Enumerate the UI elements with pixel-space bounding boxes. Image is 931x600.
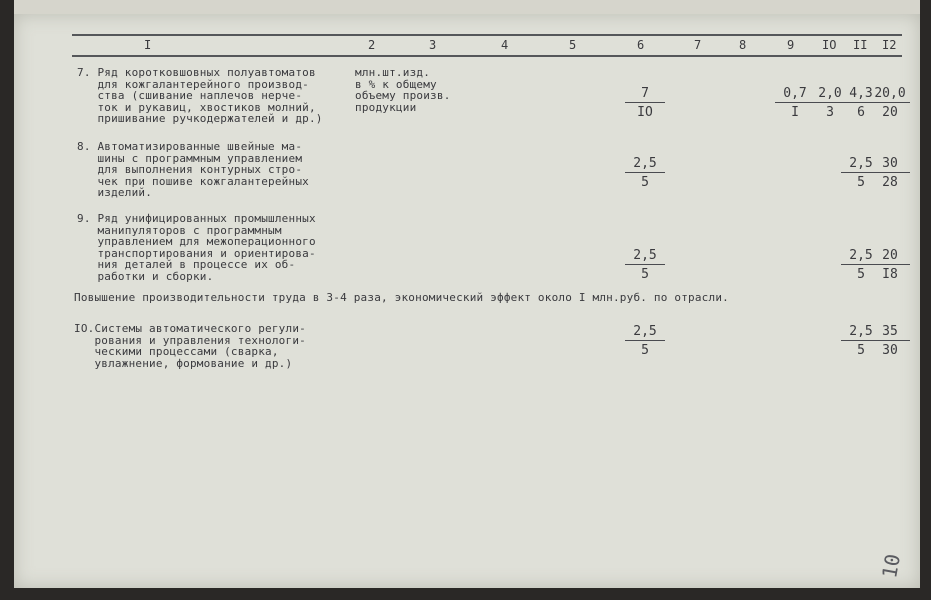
column-header-1: I [144,38,152,52]
fraction-numerator: 30 [870,156,910,173]
header-rule-bottom [72,55,902,57]
row-10-text: IO.Системы автоматического регули- рования и управления технологи- ческими процессами (сварка, увлажнение, формование и др.) [74,322,306,370]
row-7-unit: млн.шт.изд. в % к общему объему произв. продукции [355,66,451,114]
fraction-row2-colI2 [870,156,910,190]
fraction-denominator: 20 [882,105,898,120]
fraction-numerator: 2,5 [625,324,665,341]
fraction-row3-col6 [625,248,665,282]
fraction-numerator: 2,5 [625,156,665,173]
fraction-row1-col6 [625,86,665,120]
header-rule-top [72,34,902,36]
column-header-6: 6 [637,38,645,52]
fraction-denominator: I [791,105,799,120]
fraction-numerator: 4,3 [841,86,881,103]
fraction-numerator: 2,5 [841,156,881,173]
fraction-denominator: 5 [641,267,649,282]
fraction-denominator: 5 [857,175,865,190]
fraction-row4-col6 [625,324,665,358]
fraction-row4-colI2 [870,324,910,358]
fraction-row1-colI2 [870,86,910,120]
fraction-denominator: 30 [882,343,898,358]
fraction-denominator: 6 [857,105,865,120]
fraction-numerator: 35 [870,324,910,341]
column-header-3: 3 [429,38,437,52]
fraction-denominator: 28 [882,175,898,190]
column-header-5: 5 [569,38,577,52]
fraction-numerator: 2,5 [841,324,881,341]
fraction-numerator: 2,5 [841,248,881,265]
fraction-denominator: 5 [641,175,649,190]
fraction-numerator: 2,0 [810,86,850,103]
fraction-row3-colI2 [870,248,910,282]
row-7-text: 7. Ряд коротковшовных полуавтоматов для кожгалантерейного производ- ства (сшивание наплечов нерче- ток и рукавиц, хвостиков молний, пришивание ручкодержателей и др.) [77,66,323,125]
row-8-text: 8. Автоматизированные швейные ма- шины с программным управлением для выполнения контурных стро- чек при пошиве кожгалантерейных изделий. [77,140,309,199]
row-9-text: 9. Ряд унифицированных промышленных манипуляторов с программным управлением для межоперационного транспортирования и ориентирова- ния деталей в процессе их об- работки и сборки. [77,212,316,283]
fraction-denominator: 5 [641,343,649,358]
fraction-denominator: IO [637,105,653,120]
fraction-numerator: 20,0 [870,86,910,103]
fraction-numerator: 7 [625,86,665,103]
column-header-4: 4 [501,38,509,52]
fraction-numerator: 20 [870,248,910,265]
column-header-8: 8 [739,38,747,52]
productivity-note: Повышение производительности труда в 3-4 раза, экономический эффект около I млн.руб. по отрасли. [74,291,729,304]
fraction-denominator: 5 [857,343,865,358]
fraction-numerator: 0,7 [775,86,815,103]
column-header-12: I2 [882,38,897,52]
column-header-10: IO [822,38,837,52]
page-number: 10 [877,552,905,580]
column-header-2: 2 [368,38,376,52]
fraction-row2-col6 [625,156,665,190]
fraction-denominator: I8 [882,267,898,282]
column-header-11: II [853,38,868,52]
fraction-denominator: 5 [857,267,865,282]
fraction-denominator: 3 [826,105,834,120]
fraction-numerator: 2,5 [625,248,665,265]
column-header-9: 9 [787,38,795,52]
column-header-7: 7 [694,38,702,52]
fraction-row1-col9 [775,86,815,120]
